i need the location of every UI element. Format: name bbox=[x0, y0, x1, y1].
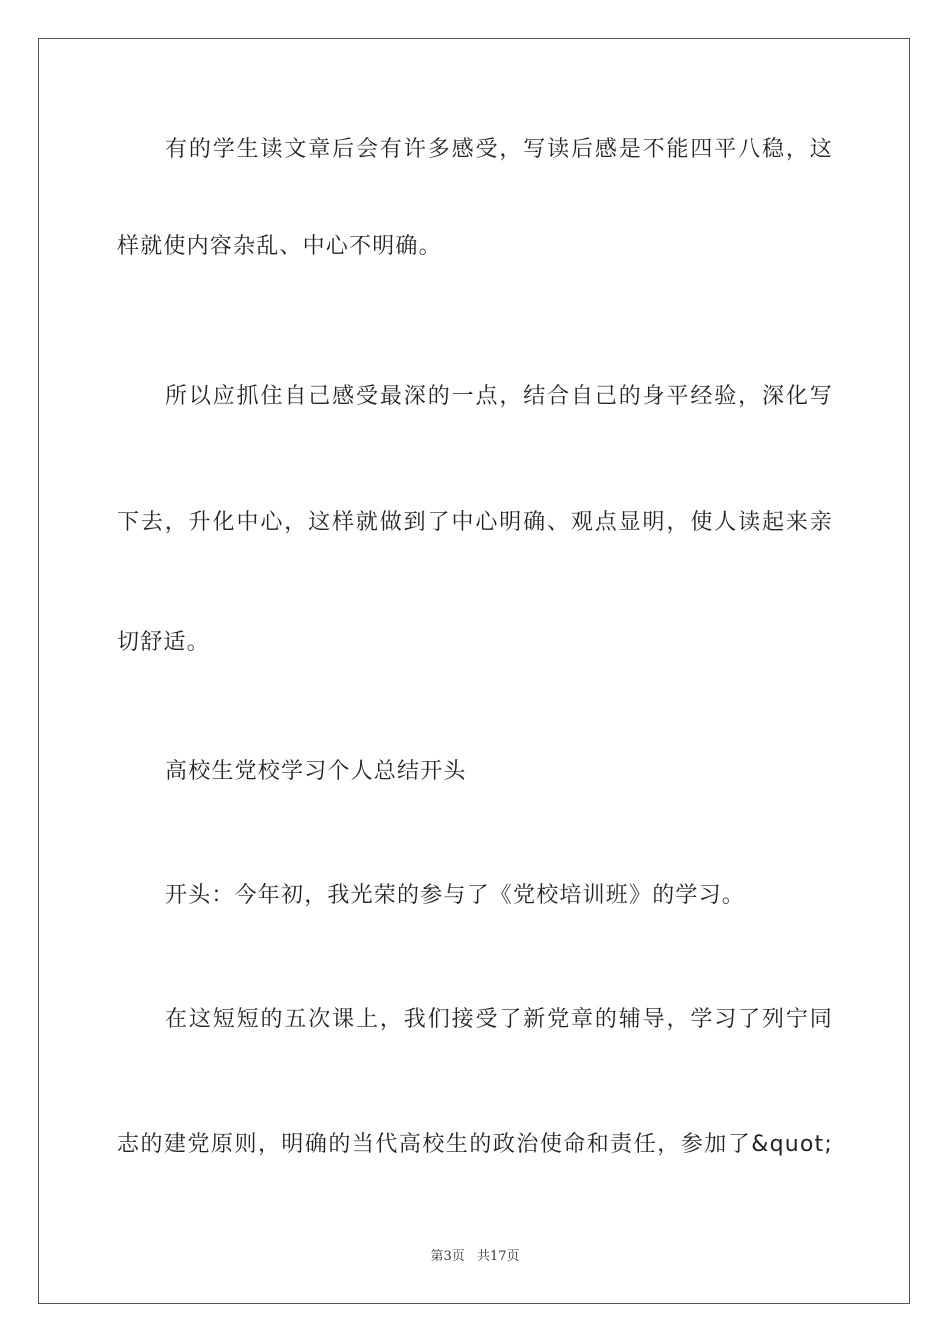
page-frame bbox=[38, 38, 910, 1304]
page-number: 第3页 bbox=[430, 1249, 465, 1264]
paragraph-1-line-2: 样就使内容杂乱、中心不明确。 bbox=[117, 234, 442, 259]
paragraph-2-line-1: 所以应抓住自己感受最深的一点，结合自己的身平经验，深化写 bbox=[165, 384, 833, 409]
paragraph-2-line-2: 下去，升化中心，这样就做到了中心明确、观点显明，使人读起来亲 bbox=[117, 510, 833, 535]
paragraph-1-line-1: 有的学生读文章后会有许多感受，写读后感是不能四平八稳，这 bbox=[165, 137, 833, 162]
paragraph-4-line-1: 在这短短的五次课上，我们接受了新党章的辅导，学习了列宁同 bbox=[165, 1007, 833, 1032]
page-total: 共17页 bbox=[476, 1249, 520, 1264]
paragraph-4-line-2: 志的建党原则，明确的当代高校生的政治使命和责任，参加了&quot; bbox=[117, 1132, 833, 1157]
section-heading: 高校生党校学习个人总结开头 bbox=[165, 759, 467, 784]
paragraph-3-line-1: 开头：今年初，我光荣的参与了《党校培训班》的学习。 bbox=[165, 883, 746, 908]
paragraph-2-line-3: 切舒适。 bbox=[117, 630, 210, 655]
page-footer bbox=[0, 1248, 950, 1266]
